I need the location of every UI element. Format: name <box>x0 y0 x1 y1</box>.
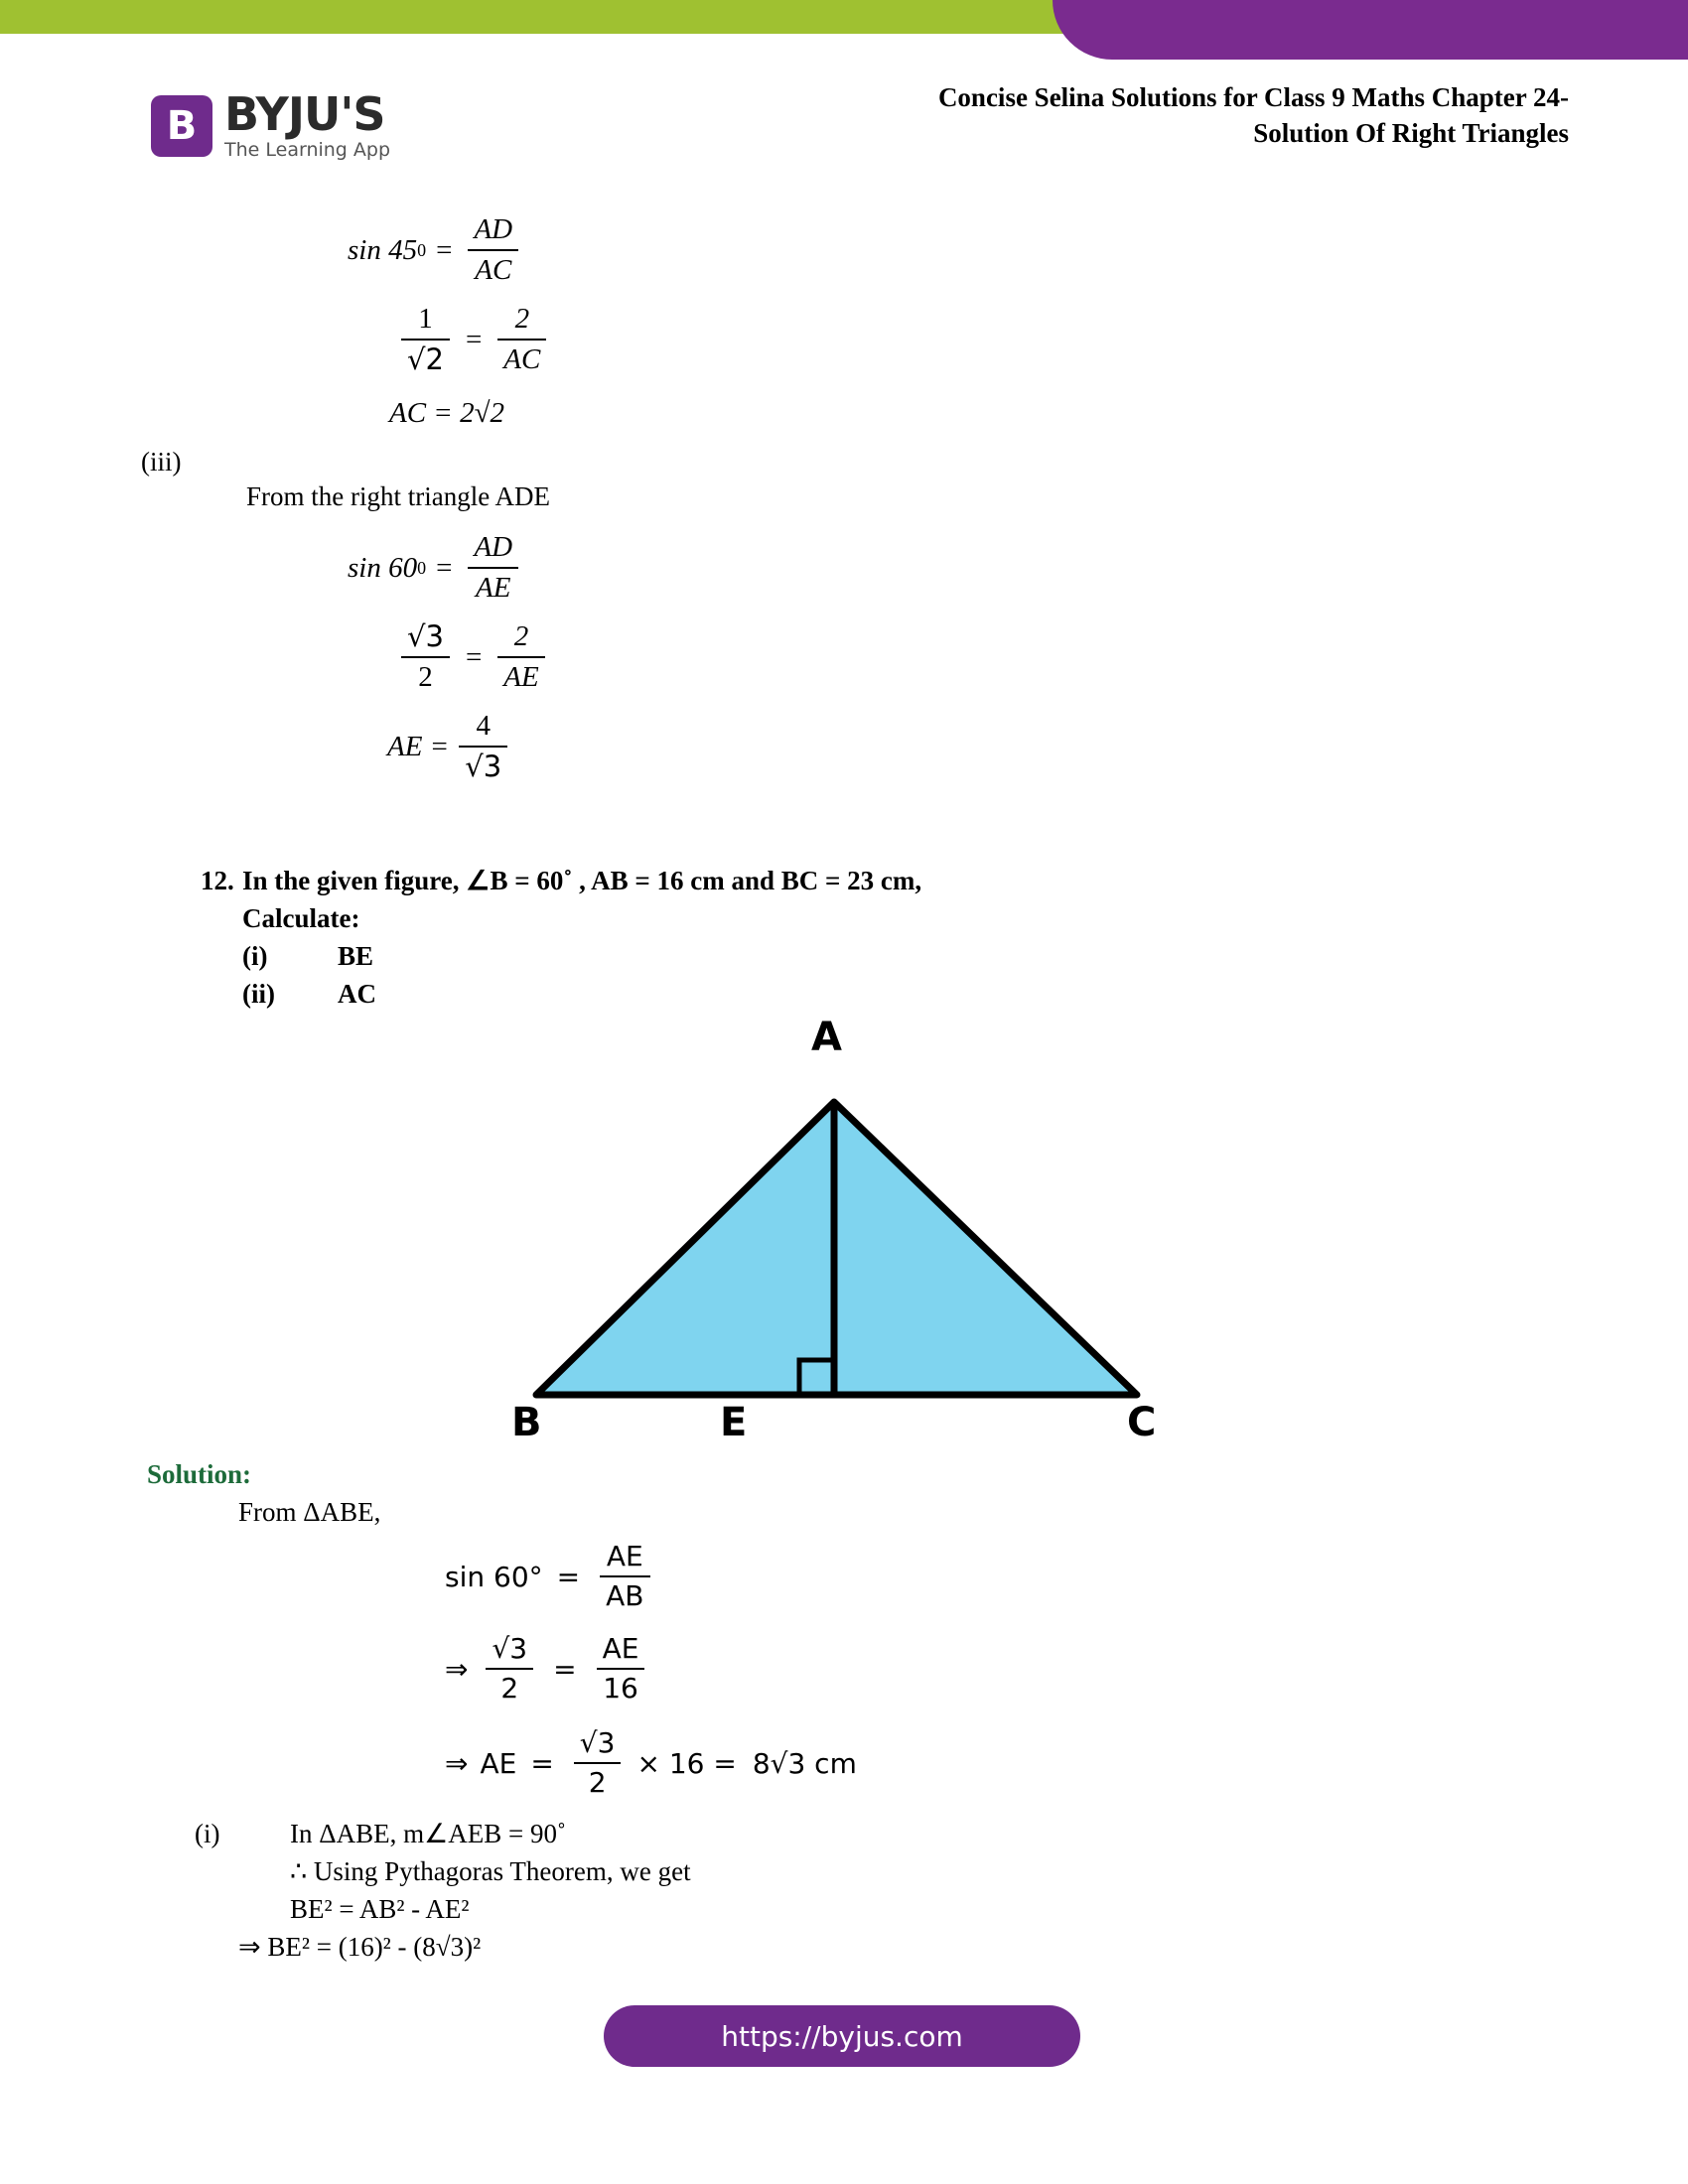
fraction-bar <box>401 339 450 341</box>
solution-part-i-line3: BE² = AB² - AE² <box>290 1894 470 1924</box>
vertex-label-e: E <box>720 1400 748 1445</box>
question-text-line1: In the given figure, ∠B = 60˚ , AB = 16 cm and BC = 23 cm, <box>242 866 922 895</box>
solution-part-i-label: (i) <box>195 1819 220 1848</box>
frac3-num: √3 <box>407 619 444 653</box>
byjus-logo <box>151 87 391 161</box>
equation-sin60-ade <box>348 531 524 606</box>
equals-sign: = <box>465 323 483 355</box>
footer-url-text: https://byjus.com <box>721 2019 963 2053</box>
fraction-bar <box>574 1762 622 1764</box>
vertex-label-a: A <box>811 1015 842 1060</box>
fraction-bar <box>497 339 546 341</box>
vertex-label-b: B <box>511 1400 542 1445</box>
sin60-abe-lhs: sin 60° <box>445 1560 543 1593</box>
sin60-num: AD <box>474 531 513 563</box>
frac1-den: √2 <box>407 342 444 377</box>
frac4-den: AE <box>503 661 539 694</box>
sin60-den: AE <box>476 572 511 605</box>
logo-name: BYJU'S <box>224 87 385 141</box>
equals-sign: = <box>556 1560 581 1593</box>
s2-den2: 16 <box>603 1672 638 1706</box>
equation-root3-over-2 <box>395 620 551 695</box>
equals-sign: = <box>553 1652 577 1686</box>
solution-from-line: From ΔABE, <box>238 1497 381 1527</box>
frac2-den: AC <box>503 343 541 376</box>
equation-sin45 <box>348 213 524 288</box>
fraction-bar <box>401 656 450 658</box>
question-number: 12. <box>201 866 234 895</box>
sin60-degree: 0 <box>417 557 427 578</box>
equation-root3-over-2-ae16 <box>445 1633 650 1705</box>
frac2-num: 2 <box>514 303 530 335</box>
fraction-bar <box>497 656 544 658</box>
s2-num1: √3 <box>492 1632 528 1665</box>
fraction-bar <box>468 249 518 251</box>
triangle-svg <box>516 1052 1152 1439</box>
fraction-bar <box>600 1575 649 1577</box>
logo-tagline: The Learning App <box>224 139 391 161</box>
solution-part-i-line4: ⇒ BE² = (16)² - (8√3)² <box>238 1932 482 1962</box>
fraction-bar <box>486 1668 533 1670</box>
sin45-degree: 0 <box>417 239 427 260</box>
sin60-lhs: sin 60 <box>348 551 418 584</box>
s2-den1: 2 <box>500 1672 519 1706</box>
equals-sign: = <box>530 1746 554 1780</box>
sin45-lhs: sin 45 <box>348 233 418 266</box>
solution-part-i-line1: In ΔABE, m∠AEB = 90˚ <box>290 1819 567 1848</box>
sin45-den: AC <box>475 254 512 287</box>
top-bar-purple <box>1053 0 1688 60</box>
equals-sign: = <box>465 640 483 673</box>
part-iii-label: (iii) <box>141 447 182 477</box>
times-16: × 16 = <box>636 1746 737 1780</box>
implies-arrow: ⇒ <box>445 1746 469 1780</box>
top-bar-green <box>0 0 1152 34</box>
s3-den: 2 <box>588 1766 607 1800</box>
equation-ae-result <box>387 710 513 784</box>
fraction-bar <box>468 567 518 569</box>
s2-num2: AE <box>602 1632 639 1665</box>
fraction-bar <box>459 746 507 748</box>
header-line-2: Solution Of Right Triangles <box>1253 118 1569 149</box>
equation-ac-result: AC = 2√2 <box>389 397 505 429</box>
vertex-label-c: C <box>1127 1400 1157 1445</box>
ae-result: 8√3 cm <box>752 1746 857 1780</box>
logo-letter: B <box>166 102 198 149</box>
solution-part-i-line2: ∴ Using Pythagoras Theorem, we get <box>290 1856 691 1886</box>
sin45-num: AD <box>474 213 513 245</box>
s3-num: √3 <box>579 1726 616 1759</box>
question-part-i-text: BE <box>338 941 374 971</box>
logo-badge-icon <box>151 95 212 157</box>
solution-label: Solution: <box>147 1459 252 1489</box>
question-text-line2: Calculate: <box>242 903 360 933</box>
implies-arrow: ⇒ <box>445 1652 469 1686</box>
question-part-ii-label: (ii) <box>242 979 275 1009</box>
page-header <box>755 79 1569 152</box>
byjus-url-button[interactable] <box>604 2005 1080 2067</box>
equals-sign: = <box>436 551 453 584</box>
header-line-1: Concise Selina Solutions for Class 9 Maths Chapter 24- <box>937 82 1569 112</box>
fraction-bar <box>597 1668 645 1670</box>
ae-num: 4 <box>476 710 491 742</box>
frac1-num: 1 <box>418 303 433 335</box>
frac3-den: 2 <box>418 661 433 694</box>
ae-lhs: AE = <box>387 730 450 762</box>
from-right-triangle-ade: From the right triangle ADE <box>246 481 550 511</box>
triangle-figure <box>511 1015 1157 1445</box>
ae-den: √3 <box>465 750 502 784</box>
frac4-num: 2 <box>513 620 529 652</box>
equation-sin60-abe <box>445 1541 656 1612</box>
equation-ae-value <box>445 1727 857 1799</box>
ae-label: AE <box>480 1746 517 1780</box>
equation-one-over-root2 <box>395 303 552 377</box>
question-part-ii-text: AC <box>338 979 376 1009</box>
sin45-equals: = <box>436 233 453 266</box>
sin60-abe-num: AE <box>606 1540 643 1572</box>
sin60-abe-den: AB <box>606 1579 644 1613</box>
question-part-i-label: (i) <box>242 941 268 971</box>
